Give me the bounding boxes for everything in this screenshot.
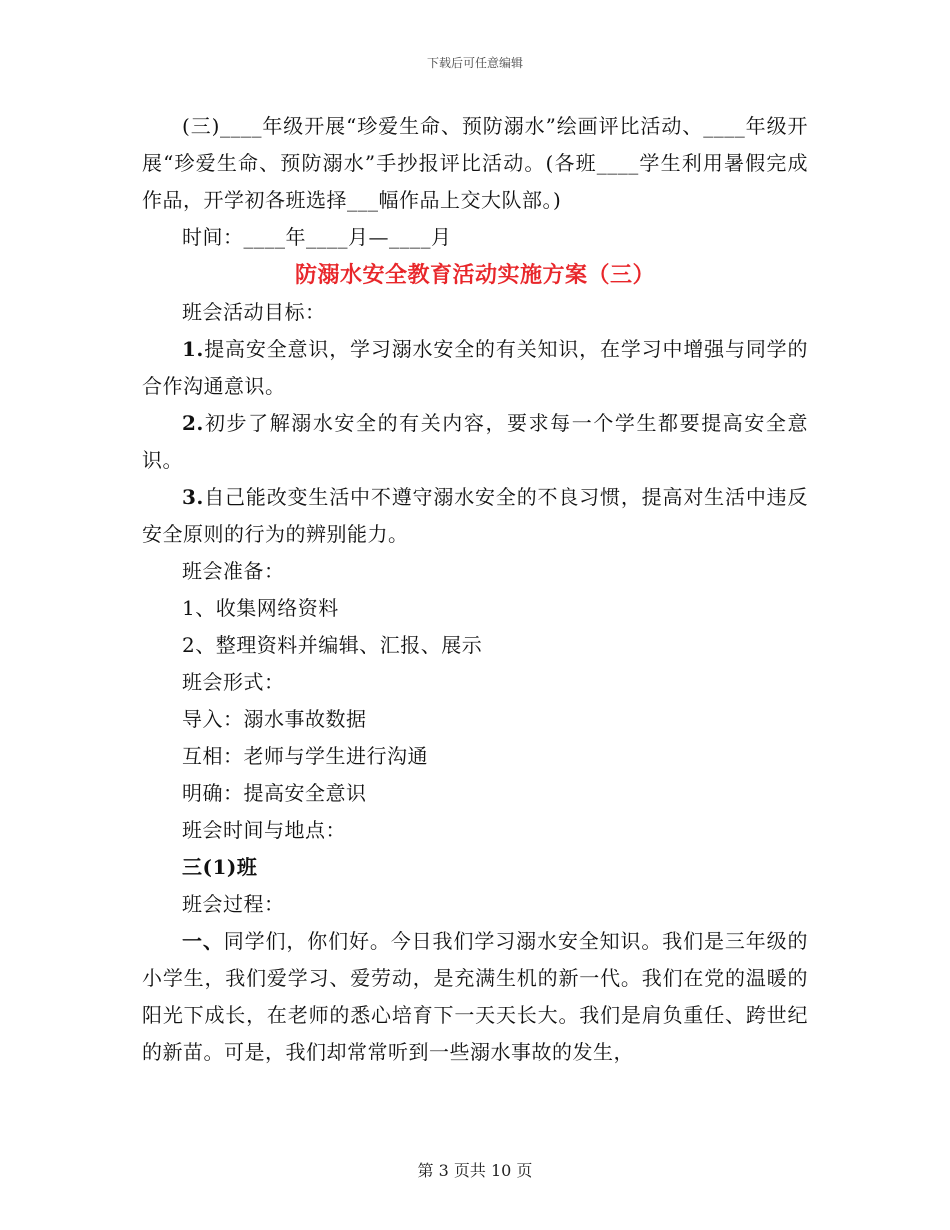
prep-label: 班会准备： bbox=[182, 559, 285, 583]
process-label: 班会过程： bbox=[182, 892, 285, 916]
goal-item-1-number: 1. bbox=[182, 337, 204, 361]
prep-item-2: 2、整理资料并编辑、汇报、展示 bbox=[182, 633, 483, 657]
paragraph-time: 时间：____年____月—____月 bbox=[182, 225, 452, 249]
form-item-3: 明确：提高安全意识 bbox=[182, 781, 367, 805]
goal-item-3-text: 自己能改变生活中不遵守溺水安全的不良习惯，提高对生活中违反安全原则的行为的辨别能力。 bbox=[142, 485, 808, 546]
process-number: 一、 bbox=[182, 929, 224, 953]
goal-item-3-number: 3. bbox=[182, 485, 204, 509]
goal-item-1 bbox=[142, 331, 808, 405]
goal-item-2 bbox=[142, 405, 808, 479]
goal-item-2-text: 初步了解溺水安全的有关内容，要求每一个学生都要提高安全意识。 bbox=[142, 411, 808, 472]
page-number: 第 3 页共 10 页 bbox=[417, 1161, 533, 1180]
process-text: 同学们，你们好。今日我们学习溺水安全知识。我们是三年级的小学生，我们爱学习、爱劳动，是充满生机的新一代。我们在党的温暖的阳光下成长，在老师的悉心培育下一天天长大。我们是肩负重任、跨世纪的新苗。可是，我们却常常听到一些溺水事故的发生， bbox=[142, 929, 809, 1064]
form-item-2: 互相：老师与学生进行沟通 bbox=[182, 744, 428, 768]
goal-item-1-text: 提高安全意识，学习溺水安全的有关知识，在学习中增强与同学的合作沟通意识。 bbox=[142, 337, 808, 398]
goal-item-2-number: 2. bbox=[182, 411, 204, 435]
header-note: 下载后可任意编辑 bbox=[426, 56, 523, 70]
document-body bbox=[142, 108, 808, 1071]
goal-item-3 bbox=[142, 479, 808, 553]
goal-label: 班会活动目标： bbox=[182, 300, 326, 324]
time-place-label: 班会时间与地点： bbox=[182, 818, 346, 842]
form-item-1: 导入：溺水事故数据 bbox=[182, 707, 367, 731]
class-name: 三(1)班 bbox=[182, 855, 258, 879]
paragraph-activity-three: (三)____年级开展“珍爱生命、预防溺水”绘画评比活动、____年级开展“珍爱生命、预防溺水”手抄报评比活动。(各班____学生利用暑假完成作品，开学初各班选择___幅作品上交大队部。) bbox=[142, 114, 808, 212]
section-title: 防溺水安全教育活动实施方案（三） bbox=[294, 262, 655, 288]
form-label: 班会形式： bbox=[182, 670, 285, 694]
process-paragraph bbox=[142, 923, 808, 1071]
prep-item-1: 1、收集网络资料 bbox=[182, 596, 339, 620]
